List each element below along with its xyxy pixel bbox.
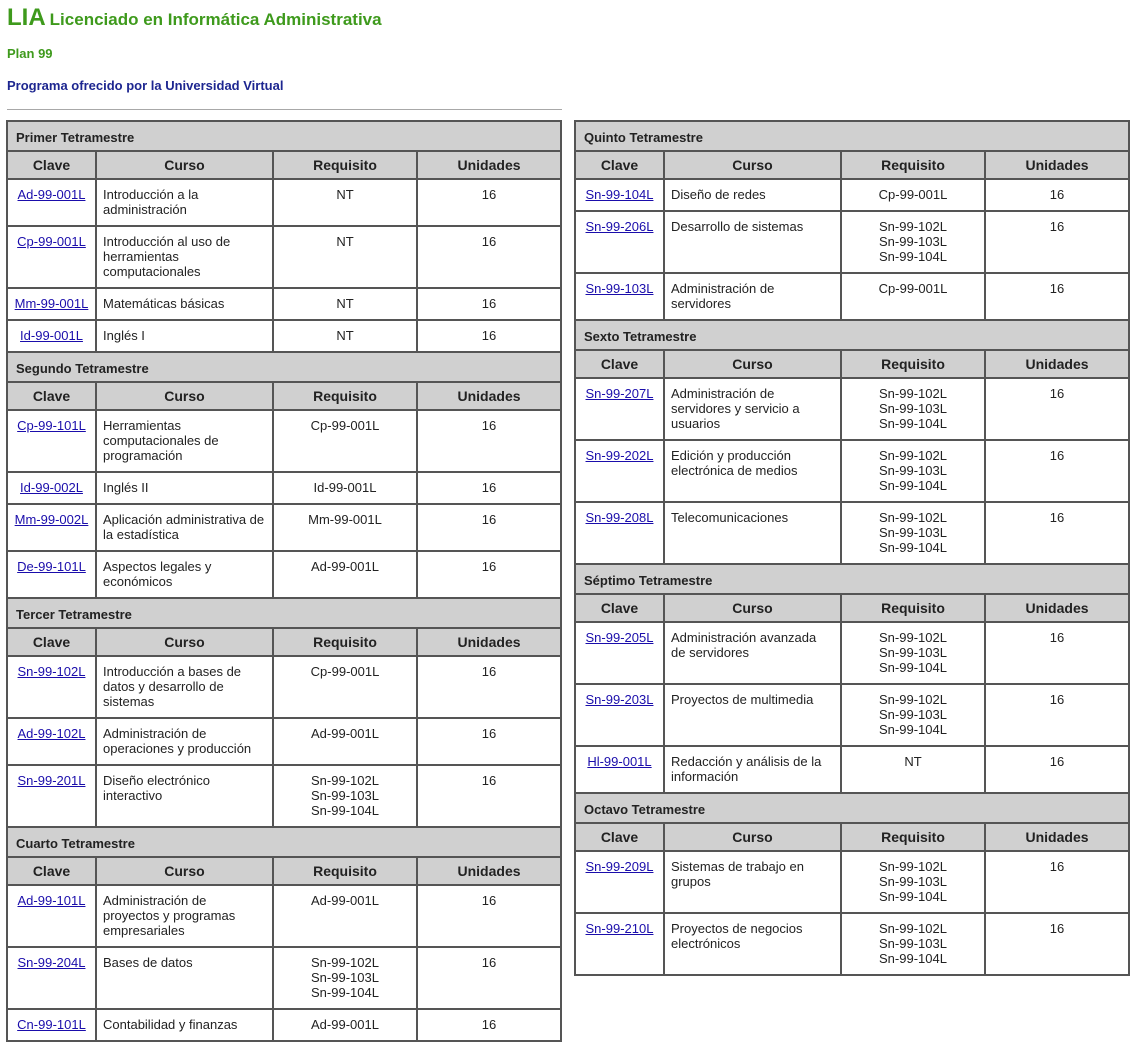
course-units: 16 bbox=[417, 472, 561, 504]
requirement-cell bbox=[841, 440, 985, 502]
course-row bbox=[7, 472, 561, 504]
course-row bbox=[575, 622, 1129, 684]
requirement-code: Ad-99-001L bbox=[311, 1017, 379, 1032]
column-header-requirement: Requisito bbox=[273, 628, 417, 656]
course-name: Diseño electrónico interactivo bbox=[96, 765, 273, 827]
course-code-link[interactable]: Sn-99-206L bbox=[585, 219, 654, 234]
course-name: Bases de datos bbox=[96, 947, 273, 1009]
course-name: Introducción a la administración bbox=[96, 179, 273, 226]
requirement-code: Sn-99-103L bbox=[879, 525, 947, 540]
course-units: 16 bbox=[417, 179, 561, 226]
course-code-cell bbox=[575, 179, 664, 211]
course-code-link[interactable]: Cp-99-101L bbox=[17, 418, 86, 433]
requirement-cell bbox=[273, 551, 417, 598]
curriculum-table-right bbox=[574, 120, 1130, 976]
column-header-code: Clave bbox=[575, 594, 664, 622]
course-row bbox=[7, 410, 561, 472]
term-header-row bbox=[7, 598, 561, 628]
requirement-code: Sn-99-103L bbox=[879, 463, 947, 478]
column-header-requirement: Requisito bbox=[273, 857, 417, 885]
column-header-units: Unidades bbox=[417, 857, 561, 885]
requirement-cell bbox=[841, 378, 985, 440]
course-row bbox=[575, 746, 1129, 793]
term-title: Primer Tetramestre bbox=[7, 121, 561, 151]
column-header-row bbox=[7, 628, 561, 656]
course-row bbox=[7, 885, 561, 947]
course-row bbox=[575, 851, 1129, 913]
column-header-requirement: Requisito bbox=[841, 823, 985, 851]
course-units: 16 bbox=[417, 551, 561, 598]
requirement-code: Sn-99-103L bbox=[879, 645, 947, 660]
term-title: Segundo Tetramestre bbox=[7, 352, 561, 382]
requirement-code: Sn-99-103L bbox=[879, 401, 947, 416]
course-code-link[interactable]: Sn-99-203L bbox=[585, 692, 654, 707]
course-code-cell bbox=[575, 622, 664, 684]
course-units: 16 bbox=[985, 502, 1129, 564]
term-header-row bbox=[575, 121, 1129, 151]
requirement-cell bbox=[273, 1009, 417, 1041]
course-units: 16 bbox=[417, 320, 561, 352]
column-header-row bbox=[575, 823, 1129, 851]
term-title: Quinto Tetramestre bbox=[575, 121, 1129, 151]
column-header-course: Curso bbox=[96, 382, 273, 410]
course-code-cell bbox=[7, 551, 96, 598]
requirement-code: Sn-99-102L bbox=[311, 955, 379, 970]
course-code-cell bbox=[7, 1009, 96, 1041]
requirement-cell bbox=[273, 410, 417, 472]
requirement-cell bbox=[841, 851, 985, 913]
requirement-code: Sn-99-104L bbox=[879, 478, 947, 493]
term-title: Sexto Tetramestre bbox=[575, 320, 1129, 350]
course-code-cell bbox=[7, 410, 96, 472]
column-header-course: Curso bbox=[664, 823, 841, 851]
course-row bbox=[7, 947, 561, 1009]
column-header-requirement: Requisito bbox=[841, 151, 985, 179]
course-units: 16 bbox=[985, 211, 1129, 273]
course-name: Administración de operaciones y producción bbox=[96, 718, 273, 765]
course-code-link[interactable]: De-99-101L bbox=[17, 559, 86, 574]
requirement-code: Sn-99-102L bbox=[879, 386, 947, 401]
header-divider bbox=[7, 109, 562, 110]
column-header-code: Clave bbox=[575, 350, 664, 378]
term-header-row bbox=[7, 827, 561, 857]
term-header-row bbox=[7, 352, 561, 382]
left-column bbox=[6, 120, 562, 1042]
term-header-row bbox=[7, 121, 561, 151]
column-header-requirement: Requisito bbox=[841, 594, 985, 622]
course-code-link[interactable]: Sn-99-209L bbox=[585, 859, 654, 874]
term-header-row bbox=[575, 320, 1129, 350]
course-code-link[interactable]: Mm-99-001L bbox=[14, 296, 89, 311]
course-units: 16 bbox=[417, 410, 561, 472]
requirement-code: Sn-99-104L bbox=[879, 249, 947, 264]
course-row bbox=[7, 718, 561, 765]
course-units: 16 bbox=[985, 440, 1129, 502]
course-code-link[interactable]: Sn-99-208L bbox=[585, 510, 654, 525]
requirement-cell bbox=[841, 179, 985, 211]
course-code-link[interactable]: Sn-99-207L bbox=[585, 386, 654, 401]
course-row bbox=[7, 288, 561, 320]
course-code-link[interactable]: Sn-99-201L bbox=[17, 773, 86, 788]
course-row bbox=[7, 320, 561, 352]
course-units: 16 bbox=[417, 718, 561, 765]
course-row bbox=[7, 551, 561, 598]
term-header-row bbox=[575, 564, 1129, 594]
requirement-code: Sn-99-104L bbox=[879, 951, 947, 966]
course-units: 16 bbox=[985, 378, 1129, 440]
requirement-cell bbox=[273, 226, 417, 288]
column-header-row bbox=[575, 151, 1129, 179]
course-name: Introducción a bases de datos y desarrollo de sistemas bbox=[96, 656, 273, 718]
requirement-code: NT bbox=[336, 328, 354, 343]
requirement-code: Sn-99-102L bbox=[879, 921, 947, 936]
term-title: Octavo Tetramestre bbox=[575, 793, 1129, 823]
requirement-code: NT bbox=[904, 754, 922, 769]
course-row bbox=[7, 656, 561, 718]
course-row bbox=[575, 273, 1129, 320]
course-code-link[interactable]: Sn-99-204L bbox=[17, 955, 86, 970]
requirement-code: Sn-99-102L bbox=[879, 448, 947, 463]
column-header-code: Clave bbox=[575, 151, 664, 179]
course-units: 16 bbox=[985, 913, 1129, 975]
requirement-code: Mm-99-001L bbox=[308, 512, 382, 527]
term-header-row bbox=[575, 793, 1129, 823]
requirement-code: Sn-99-103L bbox=[879, 874, 947, 889]
page-title bbox=[7, 4, 382, 32]
requirement-code: Sn-99-103L bbox=[311, 970, 379, 985]
requirement-code: Sn-99-104L bbox=[879, 660, 947, 675]
requirement-code: Sn-99-102L bbox=[311, 773, 379, 788]
course-code-cell bbox=[575, 913, 664, 975]
course-row bbox=[575, 211, 1129, 273]
column-header-requirement: Requisito bbox=[273, 382, 417, 410]
requirement-code: Cp-99-001L bbox=[878, 187, 948, 202]
requirement-cell bbox=[273, 656, 417, 718]
course-code-link[interactable]: Sn-99-102L bbox=[17, 664, 86, 679]
course-code-link[interactable]: Sn-99-205L bbox=[585, 630, 654, 645]
requirement-cell bbox=[841, 211, 985, 273]
course-name: Administración de servidores bbox=[664, 273, 841, 320]
requirement-cell bbox=[841, 684, 985, 746]
course-row bbox=[575, 913, 1129, 975]
course-code-cell bbox=[575, 273, 664, 320]
course-name: Proyectos de multimedia bbox=[664, 684, 841, 746]
program-name: Licenciado en Informática Administrativa bbox=[49, 10, 382, 29]
requirement-cell bbox=[273, 288, 417, 320]
course-code-link[interactable]: Ad-99-102L bbox=[17, 726, 86, 741]
course-code-cell bbox=[7, 656, 96, 718]
term-title: Séptimo Tetramestre bbox=[575, 564, 1129, 594]
course-units: 16 bbox=[985, 273, 1129, 320]
requirement-cell bbox=[841, 273, 985, 320]
course-code-link[interactable]: Mm-99-002L bbox=[14, 512, 89, 527]
requirement-code: Cp-99-001L bbox=[310, 664, 380, 679]
term-title: Tercer Tetramestre bbox=[7, 598, 561, 628]
requirement-code: Sn-99-104L bbox=[879, 889, 947, 904]
column-header-code: Clave bbox=[7, 151, 96, 179]
column-header-course: Curso bbox=[664, 594, 841, 622]
course-name: Herramientas computacionales de programación bbox=[96, 410, 273, 472]
course-units: 16 bbox=[417, 765, 561, 827]
course-code-link[interactable]: Id-99-001L bbox=[20, 328, 83, 343]
column-header-row bbox=[7, 857, 561, 885]
requirement-code: Sn-99-104L bbox=[879, 540, 947, 555]
course-code-cell bbox=[7, 288, 96, 320]
course-name: Administración avanzada de servidores bbox=[664, 622, 841, 684]
course-row bbox=[7, 504, 561, 551]
course-row bbox=[575, 440, 1129, 502]
course-code-cell bbox=[575, 684, 664, 746]
requirement-cell bbox=[273, 947, 417, 1009]
column-header-course: Curso bbox=[664, 151, 841, 179]
requirement-cell bbox=[273, 472, 417, 504]
column-header-row bbox=[7, 382, 561, 410]
requirement-code: Id-99-001L bbox=[313, 480, 377, 495]
course-code-cell bbox=[575, 440, 664, 502]
course-code-link[interactable]: Sn-99-202L bbox=[585, 448, 654, 463]
course-name: Proyectos de negocios electrónicos bbox=[664, 913, 841, 975]
requirement-code: Sn-99-102L bbox=[879, 630, 947, 645]
course-units: 16 bbox=[985, 622, 1129, 684]
column-header-units: Unidades bbox=[985, 594, 1129, 622]
requirement-code: Sn-99-103L bbox=[879, 234, 947, 249]
requirement-cell bbox=[841, 502, 985, 564]
curriculum-table-left bbox=[6, 120, 562, 1042]
course-code-cell bbox=[7, 226, 96, 288]
course-row bbox=[575, 378, 1129, 440]
requirement-code: Ad-99-001L bbox=[311, 559, 379, 574]
column-header-code: Clave bbox=[7, 382, 96, 410]
course-units: 16 bbox=[417, 656, 561, 718]
course-code-cell bbox=[7, 472, 96, 504]
course-code-cell bbox=[575, 746, 664, 793]
requirement-code: Cp-99-001L bbox=[878, 281, 948, 296]
requirement-cell bbox=[273, 765, 417, 827]
column-header-units: Unidades bbox=[985, 151, 1129, 179]
requirement-cell bbox=[841, 746, 985, 793]
column-header-units: Unidades bbox=[417, 628, 561, 656]
course-units: 16 bbox=[417, 504, 561, 551]
course-row bbox=[575, 179, 1129, 211]
course-units: 16 bbox=[417, 226, 561, 288]
requirement-code: Sn-99-104L bbox=[879, 416, 947, 431]
course-code-cell bbox=[7, 718, 96, 765]
requirement-code: Sn-99-104L bbox=[311, 985, 379, 1000]
column-header-units: Unidades bbox=[985, 823, 1129, 851]
requirement-code: NT bbox=[336, 296, 354, 311]
course-code-link[interactable]: Sn-99-103L bbox=[585, 281, 654, 296]
right-column bbox=[574, 120, 1130, 976]
program-offer-note: Programa ofrecido por la Universidad Virtual bbox=[7, 78, 284, 93]
course-units: 16 bbox=[417, 1009, 561, 1041]
course-units: 16 bbox=[417, 288, 561, 320]
course-code-link[interactable]: Sn-99-104L bbox=[585, 187, 654, 202]
course-name: Inglés I bbox=[96, 320, 273, 352]
column-header-row bbox=[575, 594, 1129, 622]
course-row bbox=[575, 502, 1129, 564]
requirement-cell bbox=[273, 320, 417, 352]
requirement-code: Sn-99-102L bbox=[879, 510, 947, 525]
course-name: Edición y producción electrónica de medios bbox=[664, 440, 841, 502]
course-code-cell bbox=[7, 179, 96, 226]
column-header-course: Curso bbox=[96, 857, 273, 885]
course-units: 16 bbox=[417, 947, 561, 1009]
column-header-units: Unidades bbox=[985, 350, 1129, 378]
requirement-code: Ad-99-001L bbox=[311, 893, 379, 908]
requirement-cell bbox=[273, 885, 417, 947]
course-row bbox=[575, 684, 1129, 746]
course-name: Aplicación administrativa de la estadística bbox=[96, 504, 273, 551]
requirement-code: Sn-99-103L bbox=[311, 788, 379, 803]
requirement-cell bbox=[273, 179, 417, 226]
course-units: 16 bbox=[985, 746, 1129, 793]
column-header-requirement: Requisito bbox=[841, 350, 985, 378]
course-code-cell bbox=[7, 947, 96, 1009]
course-code-cell bbox=[7, 885, 96, 947]
course-name: Matemáticas básicas bbox=[96, 288, 273, 320]
requirement-code: NT bbox=[336, 234, 354, 249]
course-code-cell bbox=[7, 320, 96, 352]
course-code-cell bbox=[575, 502, 664, 564]
course-code-cell bbox=[7, 504, 96, 551]
course-name: Inglés II bbox=[96, 472, 273, 504]
course-units: 16 bbox=[985, 684, 1129, 746]
requirement-code: Sn-99-102L bbox=[879, 219, 947, 234]
requirement-code: Sn-99-102L bbox=[879, 859, 947, 874]
requirement-cell bbox=[841, 622, 985, 684]
term-title: Cuarto Tetramestre bbox=[7, 827, 561, 857]
course-name: Diseño de redes bbox=[664, 179, 841, 211]
course-code-cell bbox=[575, 851, 664, 913]
plan-label: Plan 99 bbox=[7, 46, 53, 61]
requirement-cell bbox=[273, 504, 417, 551]
course-code-link[interactable]: Cp-99-001L bbox=[17, 234, 86, 249]
course-code-link[interactable]: Sn-99-210L bbox=[585, 921, 654, 936]
course-units: 16 bbox=[417, 885, 561, 947]
column-header-row bbox=[7, 151, 561, 179]
requirement-code: Sn-99-104L bbox=[879, 722, 947, 737]
requirement-code: Cp-99-001L bbox=[310, 418, 380, 433]
course-name: Administración de proyectos y programas empresariales bbox=[96, 885, 273, 947]
column-header-course: Curso bbox=[96, 628, 273, 656]
course-name: Introducción al uso de herramientas computacionales bbox=[96, 226, 273, 288]
course-code-cell bbox=[575, 211, 664, 273]
requirement-code: Sn-99-102L bbox=[879, 692, 947, 707]
course-code-cell bbox=[575, 378, 664, 440]
course-code-link[interactable]: Hl-99-001L bbox=[587, 754, 652, 769]
course-row bbox=[7, 179, 561, 226]
requirement-code: Sn-99-104L bbox=[311, 803, 379, 818]
course-units: 16 bbox=[985, 851, 1129, 913]
course-row bbox=[7, 765, 561, 827]
column-header-requirement: Requisito bbox=[273, 151, 417, 179]
requirement-cell bbox=[841, 913, 985, 975]
course-code-link[interactable]: Ad-99-001L bbox=[17, 187, 86, 202]
course-code-cell bbox=[7, 765, 96, 827]
column-header-code: Clave bbox=[575, 823, 664, 851]
column-header-code: Clave bbox=[7, 857, 96, 885]
column-header-code: Clave bbox=[7, 628, 96, 656]
course-row bbox=[7, 226, 561, 288]
requirement-cell bbox=[273, 718, 417, 765]
requirement-code: NT bbox=[336, 187, 354, 202]
course-name: Administración de servidores y servicio a usuarios bbox=[664, 378, 841, 440]
course-name: Sistemas de trabajo en grupos bbox=[664, 851, 841, 913]
course-row bbox=[7, 1009, 561, 1041]
course-code-link[interactable]: Id-99-002L bbox=[20, 480, 83, 495]
course-code-link[interactable]: Cn-99-101L bbox=[17, 1017, 86, 1032]
requirement-code: Ad-99-001L bbox=[311, 726, 379, 741]
course-name: Contabilidad y finanzas bbox=[96, 1009, 273, 1041]
column-header-course: Curso bbox=[664, 350, 841, 378]
column-header-row bbox=[575, 350, 1129, 378]
column-header-course: Curso bbox=[96, 151, 273, 179]
course-name: Aspectos legales y económicos bbox=[96, 551, 273, 598]
requirement-code: Sn-99-103L bbox=[879, 936, 947, 951]
course-name: Redacción y análisis de la información bbox=[664, 746, 841, 793]
requirement-code: Sn-99-103L bbox=[879, 707, 947, 722]
course-units: 16 bbox=[985, 179, 1129, 211]
course-code-link[interactable]: Ad-99-101L bbox=[17, 893, 86, 908]
course-name: Desarrollo de sistemas bbox=[664, 211, 841, 273]
program-abbreviation: LIA bbox=[7, 4, 46, 31]
course-name: Telecomunicaciones bbox=[664, 502, 841, 564]
column-header-units: Unidades bbox=[417, 151, 561, 179]
column-header-units: Unidades bbox=[417, 382, 561, 410]
